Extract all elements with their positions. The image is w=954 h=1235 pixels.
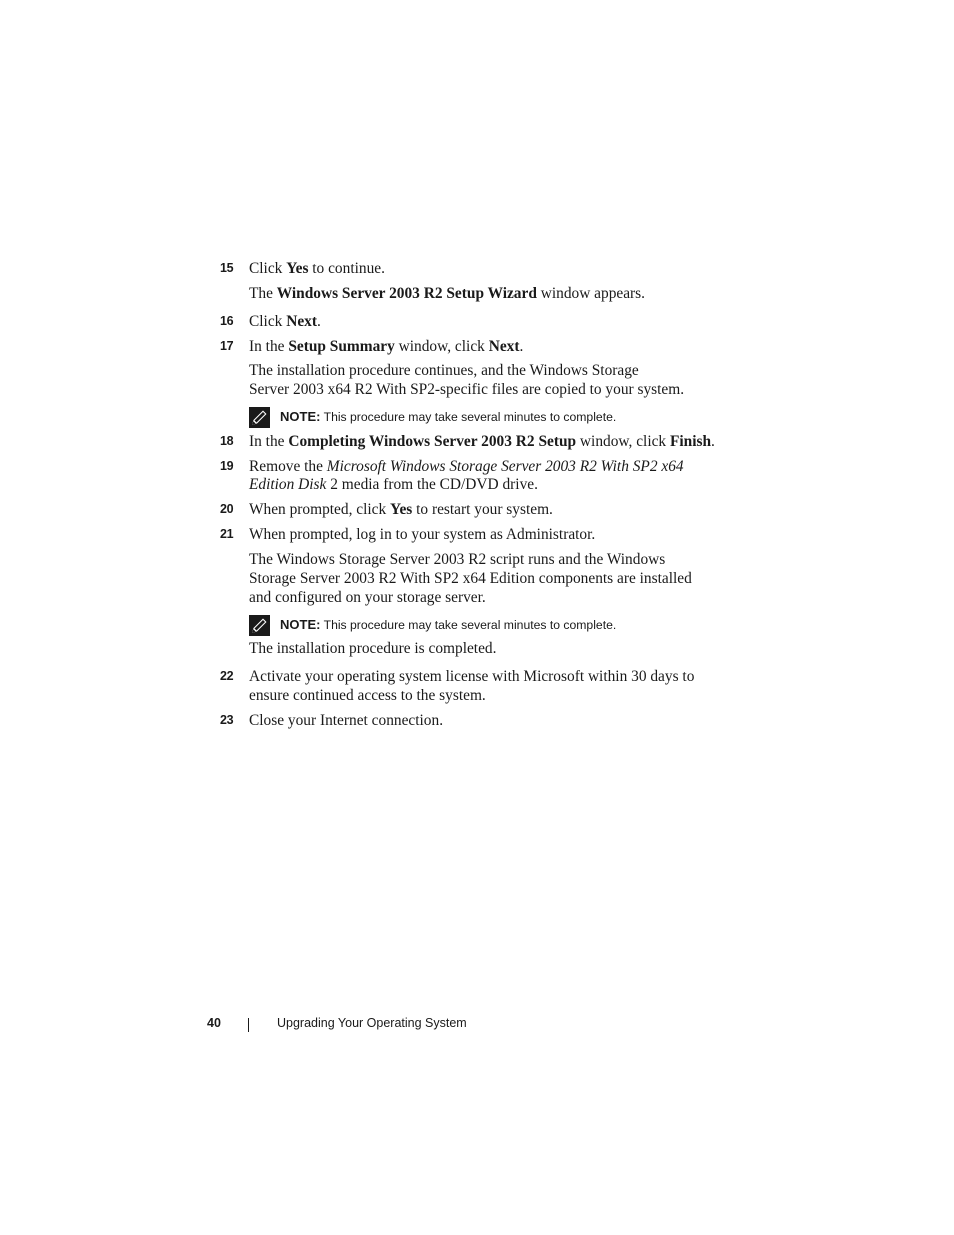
step-15-text [249,259,385,278]
text: Click [249,313,287,330]
step-21-paragraph-line-2: Storage Server 2003 R2 With SP2 x64 Edition components are installed [249,570,692,587]
step-17-text [249,337,523,356]
step-number: 21 [220,527,234,541]
ui-term: Finish [669,433,712,450]
text: . [316,313,321,330]
note-text [280,407,616,427]
step-20-text [249,500,553,519]
step-22-text-line-2: ensure continued access to the system. [249,687,486,704]
step-number: 16 [220,314,234,328]
text: In the [249,433,289,450]
text: 2 media from the CD/DVD drive. [326,476,538,493]
note-label: NOTE: [280,409,321,424]
step-16-text [249,312,321,331]
step-21-paragraph-line-3: and configured on your storage server. [249,589,486,606]
media-title: Microsoft Windows Storage Server 2003 R2 With SP2 x64 [326,458,684,475]
step-number: 18 [220,434,234,448]
note-label: NOTE: [280,617,321,632]
pencil-note-icon [249,615,270,636]
text: . [711,433,715,450]
text: When prompted, click [249,501,391,518]
step-21-paragraph-line-4: The installation procedure is completed. [249,640,497,657]
text: window, click [576,433,670,450]
step-number: 17 [220,339,234,353]
ui-term: Completing Windows Server 2003 R2 Setup [288,433,577,450]
text: Click [249,260,287,277]
note-text [280,615,616,635]
ui-term: Yes [390,501,413,518]
step-17-paragraph-line-2: Server 2003 x64 R2 With SP2-specific files are copied to your system. [249,381,685,398]
note-body: This procedure may take several minutes to complete. [320,618,617,632]
step-19-text-line-2 [249,475,538,494]
text: to restart your system. [412,501,553,518]
text: In the [249,338,289,355]
step-number: 23 [220,713,234,727]
ui-term: Windows Server 2003 R2 Setup Wizard [276,285,537,302]
step-22-text: Activate your operating system license with Microsoft within 30 days to [249,668,695,685]
text: The [249,285,277,302]
note-body: This procedure may take several minutes to complete. [320,410,617,424]
step-15-paragraph [249,284,645,303]
step-number: 15 [220,261,234,275]
step-21-text: When prompted, log in to your system as Administrator. [249,526,596,543]
ui-term: Setup Summary [288,338,395,355]
step-18-text [249,432,715,451]
step-number: 20 [220,502,234,516]
ui-term: Next [286,313,317,330]
footer-divider [248,1018,249,1032]
text: Remove the [249,458,327,475]
media-title: Edition Disk [249,476,327,493]
step-21-paragraph-line-1: The Windows Storage Server 2003 R2 script runs and the Windows [249,551,666,568]
step-number: 22 [220,669,234,683]
step-23-text: Close your Internet connection. [249,712,444,729]
text: . [519,338,524,355]
text: to continue. [308,260,385,277]
page-number: 40 [207,1016,221,1030]
footer-chapter-title: Upgrading Your Operating System [277,1016,467,1030]
step-19-text [249,457,684,476]
step-17-paragraph-line-1: The installation procedure continues, and the Windows Storage [249,362,639,379]
text: window appears. [536,285,646,302]
text: window, click [394,338,489,355]
pencil-note-icon [249,407,270,428]
ui-term: Yes [286,260,309,277]
ui-term: Next [488,338,520,355]
step-number: 19 [220,459,234,473]
